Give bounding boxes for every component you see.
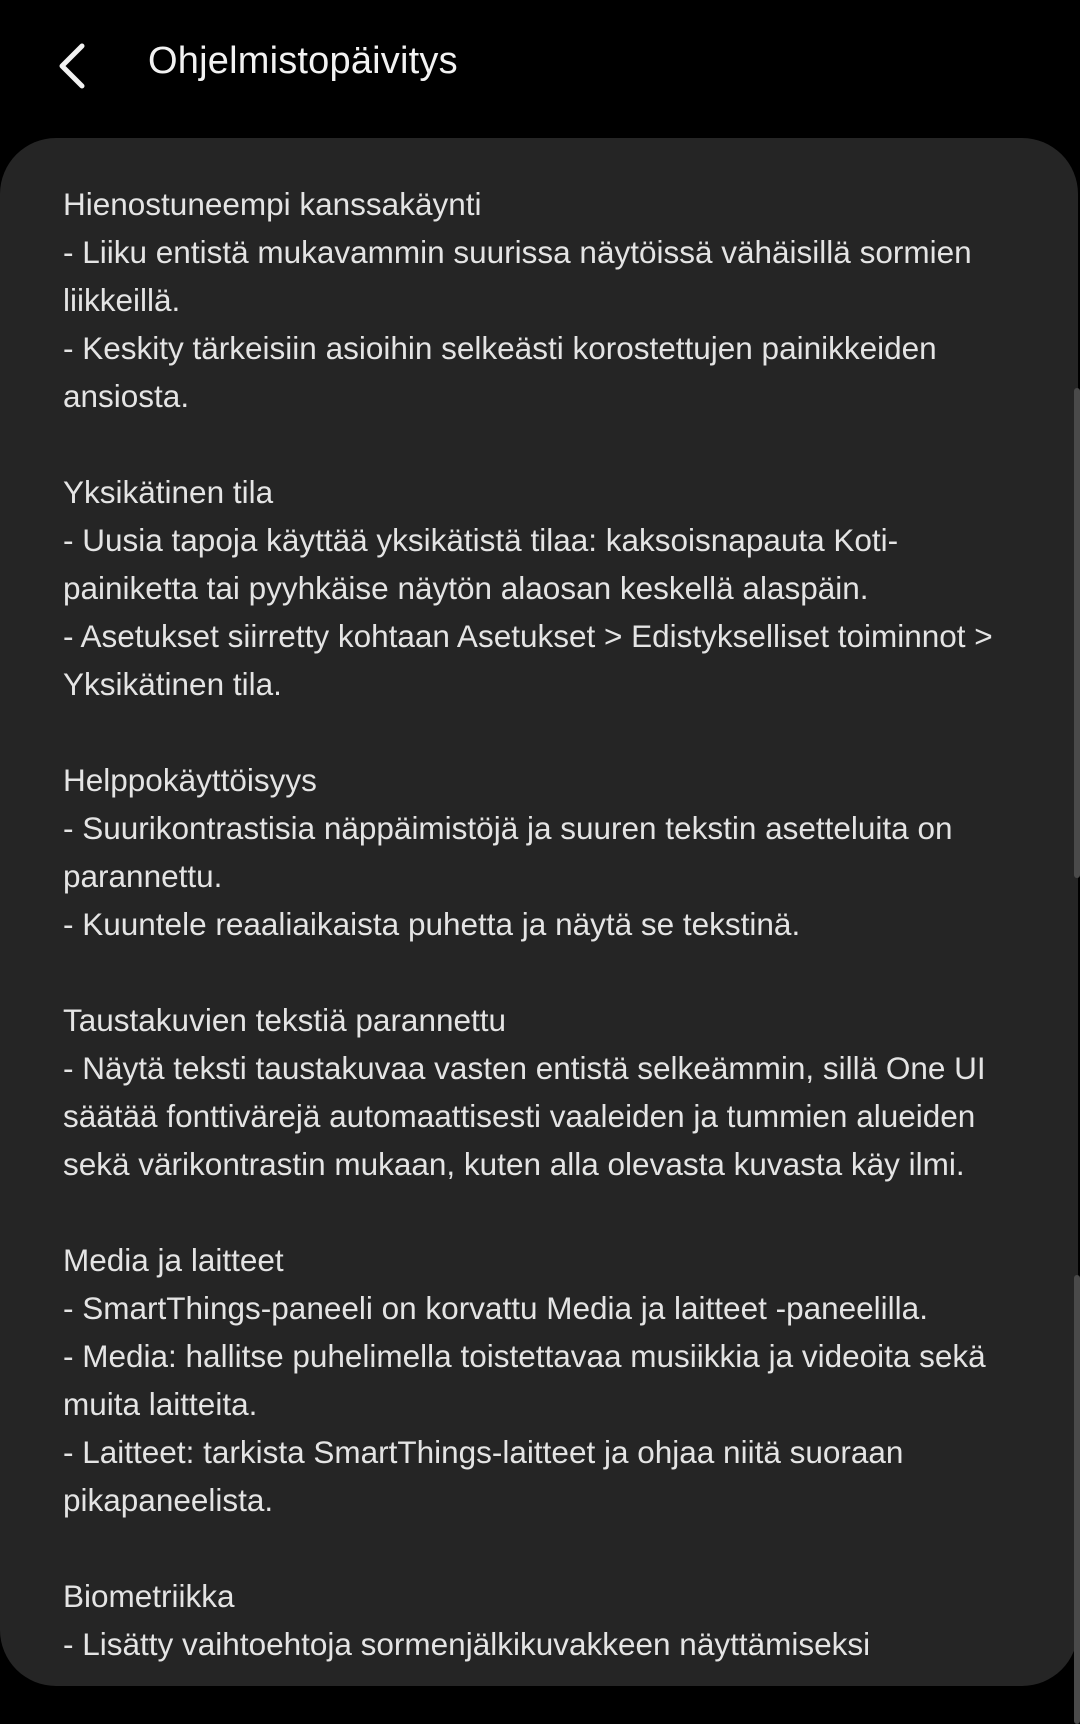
section-line: - Media: hallitse puhelimella toistettavaa musiikkia ja videoita sekä muita laitteita. — [63, 1338, 986, 1422]
section-interaction — [63, 180, 1023, 420]
section-heading: Biometriikka — [63, 1578, 235, 1614]
back-button[interactable] — [40, 26, 104, 106]
section-heading: Taustakuvien tekstiä parannettu — [63, 1002, 507, 1038]
section-line: - Suurikontrastisia näppäimistöjä ja suuren tekstin asetteluita on parannettu. — [63, 810, 953, 894]
section-line: - Kuuntele reaaliaikaista puhetta ja näytä se tekstinä. — [63, 906, 801, 942]
section-line: - Uusia tapoja käyttää yksikätistä tilaa: kaksoisnapauta Koti-painiketta tai pyyhkäise näytön alaosan keskellä alaspäin. — [63, 522, 899, 606]
section-heading: Hienostuneempi kanssakäynti — [63, 186, 482, 222]
section-heading: Helppokäyttöisyys — [63, 762, 317, 798]
page-title: Ohjelmistopäivitys — [148, 40, 458, 82]
section-heading: Yksikätinen tila — [63, 474, 274, 510]
section-one-handed-mode — [63, 468, 1023, 708]
release-notes-content — [63, 180, 1023, 1686]
app-bar — [0, 0, 1080, 136]
section-line: - Laitteet: tarkista SmartThings-laitteet ja ohjaa niitä suoraan pikapaneelista. — [63, 1434, 904, 1518]
scrollbar-lower[interactable] — [1074, 1275, 1080, 1724]
section-line: - Liiku entistä mukavammin suurissa näytöissä vähäisillä sormien liikkeillä. — [63, 234, 972, 318]
section-heading: Media ja laitteet — [63, 1242, 284, 1278]
section-media-devices — [63, 1236, 1023, 1524]
section-line: - Keskity tärkeisiin asioihin selkeästi korostettujen painikkeiden ansiosta. — [63, 330, 937, 414]
section-biometrics — [63, 1572, 1023, 1668]
section-line: - Asetukset siirretty kohtaan Asetukset > Edistykselliset toiminnot > Yksikätinen tila. — [63, 618, 993, 702]
section-line: - Näytä teksti taustakuvaa vasten entistä selkeämmin, sillä One UI säätää fonttivärejä automaattisesti vaaleiden ja tummien alueiden sekä värikontrastin mukaan, kuten alla olevasta kuvasta käy ilmi. — [63, 1050, 986, 1182]
section-wallpaper-text — [63, 996, 1023, 1188]
release-notes-card[interactable] — [0, 138, 1078, 1686]
section-accessibility — [63, 756, 1023, 948]
chevron-left-icon — [52, 42, 92, 90]
section-line: - SmartThings-paneeli on korvattu Media ja laitteet -paneelilla. — [63, 1290, 928, 1326]
section-line: - Lisätty vaihtoehtoja sormenjälkikuvakkeen näyttämiseksi — [63, 1626, 871, 1662]
scrollbar[interactable] — [1074, 388, 1080, 878]
